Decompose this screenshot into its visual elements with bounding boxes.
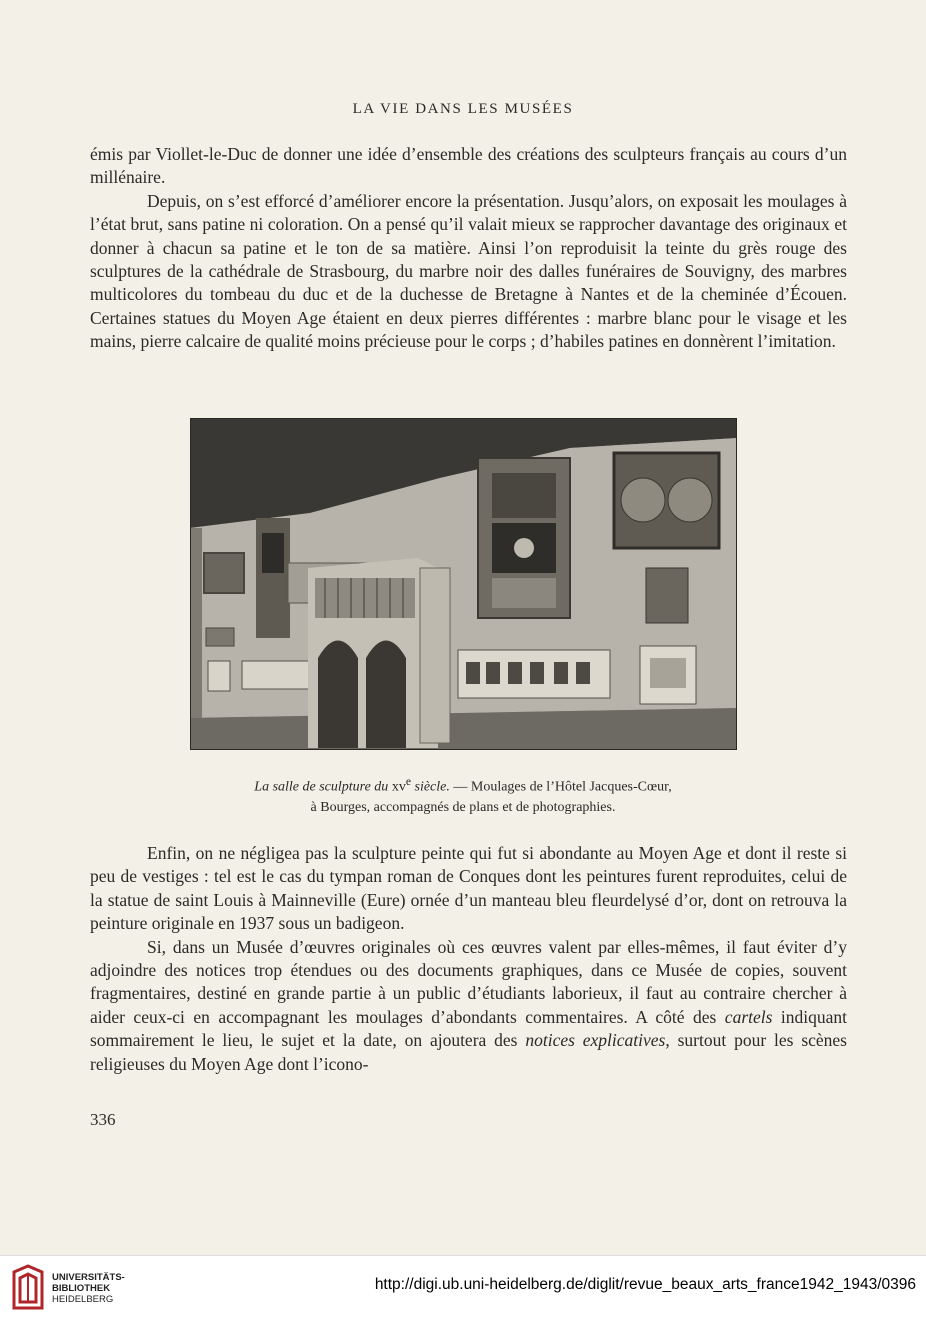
emphasis-notices: notices explicatives xyxy=(525,1030,666,1051)
paragraph: Enfin, on ne négligea pas la sculpture peinte qui fut si abondante au Moyen Age et dont il reste si peu de vestiges : tel est le cas du tympan roman de Conques dont les peintures furent reproduites, celui de la statue de saint Louis à Mainneville (Eure) ornée d’un manteau bleu fleurdelysé d’or, dont on retrouva la peinture originale en 1937 sous un badigeon. xyxy=(90,843,847,934)
footer-bar xyxy=(0,1255,926,1321)
text-run: indiquant sommairement le lieu, le sujet et la date, on ajoutera des xyxy=(90,1006,847,1051)
paragraph: Depuis, on s’est efforcé d’améliorer encore la présentation. Jusqu’alors, on exposait les moulages à l’état brut, sans patine ni coloration. On a pensé qu’il valait mieux se rapprocher davantage des originaux et donner à chacun sa patine et le ton de sa matière. Ainsi l’on reproduisit la teinte du grès rouge des sculptures de la cathédrale de Strasbourg, du marbre noir des dalles funéraires de Souvigny, des marbres multicolores du tombeau du duc et de la duchesse de Bretagne à Nantes et de la cheminée d’Écouen. Certaines statues du Moyen Age étaient en deux pierres différentes : marbre blanc pour le visage et les mains, pierre calcaire de qualité moins précieuse pour le corps ; d’habiles patines en donnèrent l’imitation. xyxy=(90,190,847,352)
text-block-bottom xyxy=(90,842,847,1076)
figure-caption xyxy=(150,772,776,818)
caption-line-2: à Bourges, accompagnés de plans et de photographies. xyxy=(310,799,616,815)
text-run: Si, dans un Musée d’œuvres originales où ces œuvres valent par elles-mêmes, il faut éviter d’y adjoindre des notices trop étendues ou des documents graphiques, dans ce Musée de copies, souvent fragmentaires, destiné en grande partie à un public d’étudiants laborieux, il faut au contraire chercher à aider ceux-ci en accompagnant les moulages d’abondants commentaires. A côté des xyxy=(90,936,847,1027)
text-run: , surtout pour les scènes religieuses du Moyen Age dont l’icono- xyxy=(90,1030,847,1074)
library-name-line: UNIVERSITÄTS- xyxy=(52,1272,125,1283)
paragraph xyxy=(90,936,847,1076)
caption-line-1 xyxy=(150,772,776,798)
library-name-line: HEIDELBERG xyxy=(52,1294,114,1305)
emphasis-cartels: cartels xyxy=(724,1006,773,1027)
library-name-line: BIBLIOTHEK xyxy=(52,1283,111,1294)
library-logo-icon xyxy=(10,1264,46,1312)
paragraph: émis par Viollet-le-Duc de donner une idée d’ensemble des créations des sculpteurs français au cours d’un millénaire. xyxy=(90,144,847,188)
caption-italic-2: siècle. xyxy=(411,779,450,795)
photograph-sculpture-hall xyxy=(190,418,737,750)
library-name xyxy=(52,1272,125,1305)
source-url-link[interactable]: http://digi.ub.uni-heidelberg.de/diglit/revue_beaux_arts_france1942_1943/0396 xyxy=(374,1276,916,1293)
page-number: 336 xyxy=(90,1110,116,1129)
running-head: LA VIE DANS LES MUSÉES xyxy=(352,101,574,117)
caption-superscript: e xyxy=(405,775,411,788)
caption-rest: — Moulages de l’Hôtel Jacques-Cœur, xyxy=(449,779,672,795)
caption-century: xv xyxy=(391,779,406,795)
text-block-top xyxy=(90,143,847,354)
caption-italic-1: La salle de sculpture du xyxy=(254,779,392,795)
